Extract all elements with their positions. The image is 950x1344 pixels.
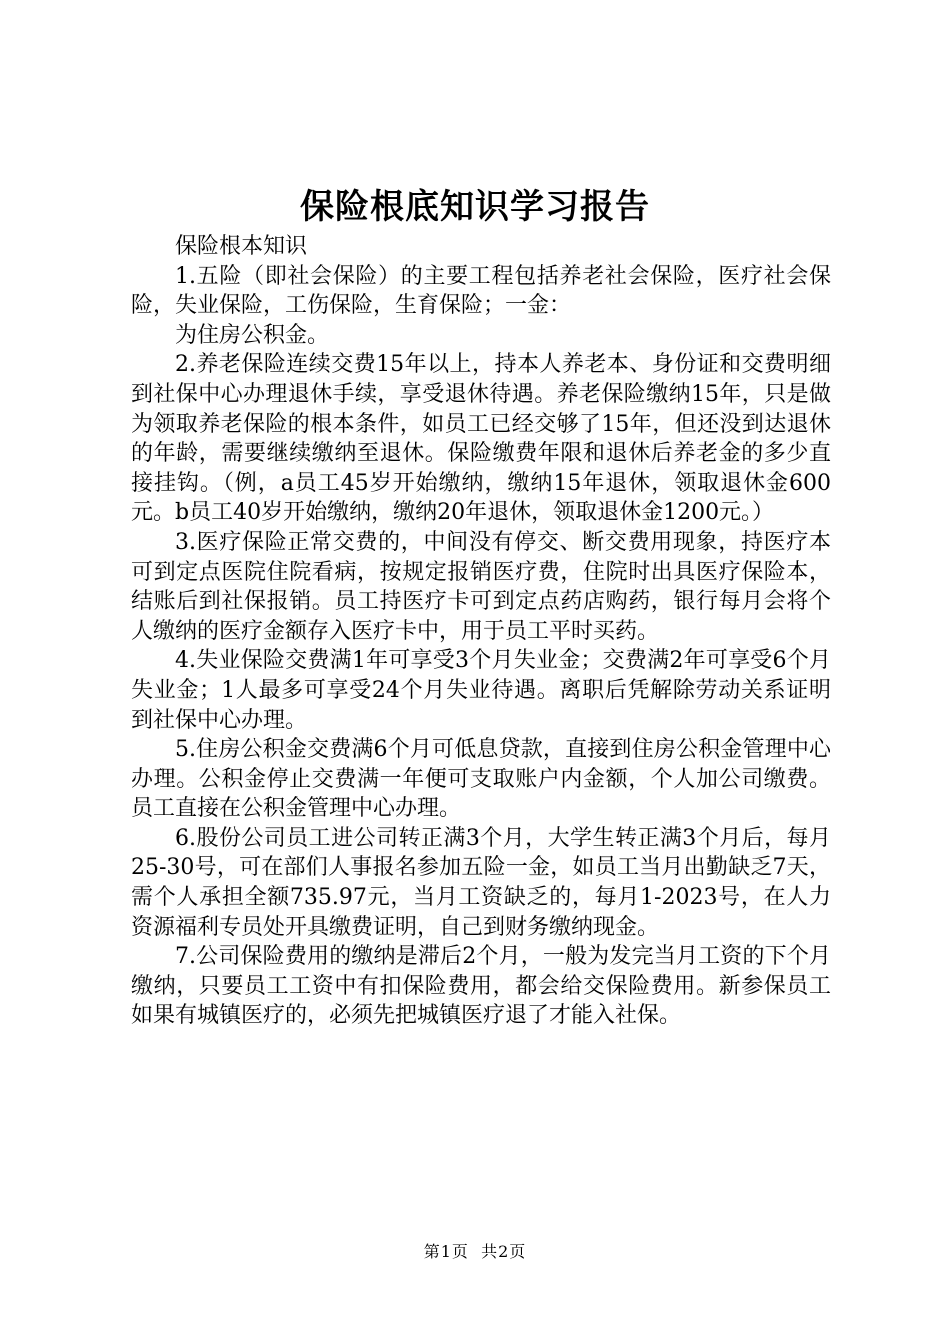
document-body xyxy=(131,232,831,1031)
paragraph-1: 1.五险（即社会保险）的主要工程包括养老社会保险，医疗社会保险，失业保险，工伤保险，生育保险；一金： xyxy=(131,263,831,319)
paragraph-4: 4.失业保险交费满1年可享受3个月失业金；交费满2年可享受6个月失业金；1人最多可享受24个月失业待遇。离职后凭解除劳动关系证明到社保中心办理。 xyxy=(131,648,831,733)
paragraph-3: 3.医疗保险正常交费的，中间没有停交、断交费用现象，持医疗本可到定点医院住院看病，按规定报销医疗费，住院时出具医疗保险本，结账后到社保报销。员工持医疗卡可到定点药店购药，银行每月会将个人缴纳的医疗金额存入医疗卡中，用于员工平时买药。 xyxy=(131,529,831,644)
paragraph-5: 5.住房公积金交费满6个月可低息贷款，直接到住房公积金管理中心办理。公积金停止交费满一年便可支取账户内金额，个人加公司缴费。员工直接在公积金管理中心办理。 xyxy=(131,737,831,822)
paragraph-heading: 保险根本知识 xyxy=(175,234,308,259)
document-title: 保险根底知识学习报告 xyxy=(300,187,650,227)
paragraph-7: 7.公司保险费用的缴纳是滞后2个月，一般为发完当月工资的下个月缴纳，只要员工工资中有扣保险费用，都会给交保险费用。新参保员工如果有城镇医疗的，必须先把城镇医疗退了才能入社保。 xyxy=(131,944,831,1029)
paragraph-2: 2.养老保险连续交费15年以上，持本人养老本、身份证和交费明细到社保中心办理退休手续，享受退休待遇。养老保险缴纳15年，只是做为领取养老保险的根本条件，如员工已经交够了15年，但还没到达退休的年龄，需要继续缴纳至退休。保险缴费年限和退休后养老金的多少直接挂钩。（例，a员工45岁开始缴纳，缴纳15年退休，领取退休金600元。b员工40岁开始缴纳，缴纳20年退休，领取退休金1200元。） xyxy=(131,352,831,526)
paragraph-6: 6.股份公司员工进公司转正满3个月，大学生转正满3个月后，每月25-30号，可在部们人事报名参加五险一金，如员工当月出勤缺乏7天，需个人承担全额735.97元，当月工资缺乏的，每月1-2023号，在人力资源福利专员处开具缴费证明，自己到财务缴纳现金。 xyxy=(131,825,831,940)
page-total: 共2页 xyxy=(481,1242,527,1261)
page-number: 第1页 xyxy=(423,1242,469,1261)
paragraph-1-cont: 为住房公积金。 xyxy=(175,322,330,348)
page-footer xyxy=(0,1240,950,1264)
